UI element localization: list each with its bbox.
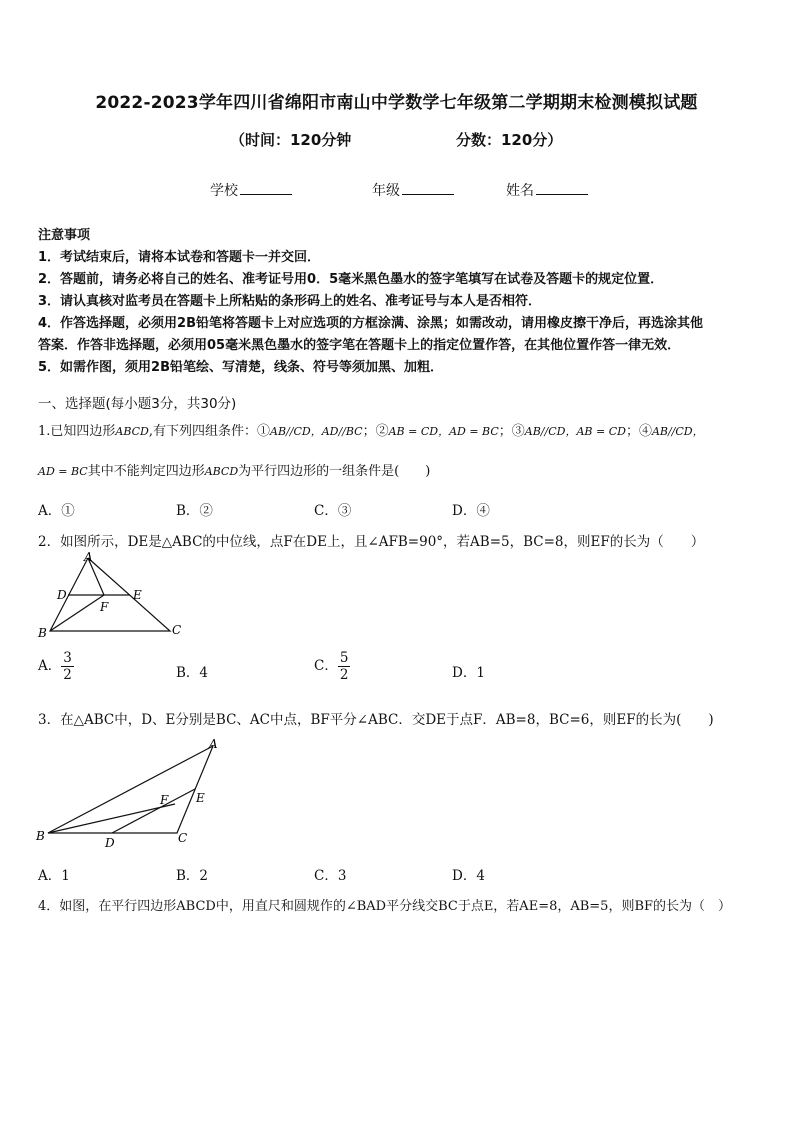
grade-blank: [402, 181, 454, 195]
q1-text: ,有下列四组条件：: [148, 424, 258, 439]
label-c: C: [178, 831, 188, 845]
label-a: A: [84, 550, 93, 564]
notice-item: 答案．作答非选择题，必须用05毫米黑色墨水的签字笔在答题卡上的指定位置作答，在其他位置作答一律无效．: [38, 338, 681, 353]
q1-marker: ；④: [625, 424, 652, 439]
grade-label: 年级: [372, 183, 400, 199]
label-b: B: [36, 829, 45, 843]
section-heading: 一、选择题(每小题3分，共30分): [38, 396, 237, 412]
option-letter: C．: [314, 658, 338, 674]
q1-text: 其中不能判定四边形: [87, 464, 205, 479]
page-title: 2022-2023学年四川省绵阳市南山中学数学七年级第二学期期末检测模拟试题: [95, 93, 698, 113]
question-2-text: 2．如图所示，DE是△ABC的中位线，点F在DE上，且∠AFB=90°，若AB=5，BC=8，则EF的长为（ ）: [38, 534, 705, 550]
label-d: D: [105, 836, 115, 850]
q1-marker: ；③: [498, 424, 525, 439]
q2-option-a: [38, 650, 74, 683]
q1-condition-2: AB = CD，AD = BC: [388, 425, 499, 438]
notice-item: 2．答题前，请务必将自己的姓名、准考证号用0．5毫米黑色墨水的签字笔填写在试卷及答题卡的规定位置．: [38, 272, 664, 287]
label-d: D: [57, 588, 67, 602]
q1-marker: ①: [257, 424, 271, 439]
label-e: E: [133, 588, 142, 602]
q1-marker: ；②: [362, 424, 389, 439]
name-blank: [536, 181, 588, 195]
notice-item: 4．作答选择题，必须用2B铅笔将答题卡上对应选项的方框涂满、涂黑；如需改动，请用橡皮擦干净后，再选涂其他: [38, 316, 704, 331]
score-label: 分数：120分）: [456, 131, 563, 149]
q1-condition-3: AB//CD，AB = CD: [524, 425, 626, 438]
label-a: A: [209, 737, 218, 751]
q1-option-d: D．④: [452, 503, 490, 519]
q2-option-d: D．1: [452, 665, 485, 681]
school-field: [210, 180, 292, 200]
q1-text: 1.已知四边形: [38, 424, 116, 439]
label-f: F: [160, 793, 169, 807]
time-label: （时间：120分钟: [230, 131, 352, 149]
q1-abcd: ABCD: [115, 425, 149, 438]
notice-item: 5．如需作图，须用2B铅笔绘、写清楚，线条、符号等须加黑、加粗．: [38, 360, 443, 375]
fraction-denominator: 2: [63, 667, 72, 683]
q1-condition-4: AB//CD，: [651, 425, 704, 438]
q1-text: 为平行四边形的一组条件是( ): [238, 464, 431, 479]
school-label: 学校: [210, 183, 238, 199]
q3-triangle-figure: [30, 732, 230, 852]
option-letter: A．: [38, 658, 62, 674]
q3-option-b: B．2: [176, 868, 209, 884]
label-e: E: [196, 791, 205, 805]
q1-option-b: B．②: [176, 503, 213, 519]
segment-be: [48, 804, 175, 833]
q3-option-c: C．3: [314, 868, 347, 884]
q3-option-a: A．1: [38, 868, 70, 884]
notice-heading: 注意事项: [38, 228, 91, 243]
fraction: [61, 650, 74, 683]
fraction-denominator: 2: [339, 667, 349, 683]
q2-triangle-figure: [30, 548, 200, 643]
segment-de: [112, 789, 195, 833]
name-label: 姓名: [506, 183, 534, 199]
triangle-abc: [48, 746, 213, 833]
q3-option-d: D．4: [452, 868, 485, 884]
fraction-numerator: 5: [339, 650, 349, 666]
q1-condition-1: AB//CD，AD//BC: [270, 425, 363, 438]
fraction-numerator: 3: [63, 650, 72, 666]
label-c: C: [172, 623, 182, 637]
question-1-line-1: [38, 420, 704, 439]
q1-abcd: ABCD: [204, 465, 239, 478]
question-1-line-2: [38, 460, 430, 479]
q1-condition-4-cont: AD = BC: [38, 465, 88, 478]
question-4-text: 4．如图，在平行四边形ABCD中，用直尺和圆规作的∠BAD平分线交BC于点E，若AE=8，AB=5，则BF的长为（ ）: [38, 899, 732, 914]
q2-option-b: B．4: [176, 665, 209, 681]
label-f: F: [100, 600, 109, 614]
q1-option-a: A．①: [38, 503, 75, 519]
question-3-text: 3．在△ABC中，D、E分别是BC、AC中点，BF平分∠ABC．交DE于点F．AB=8，BC=6，则EF的长为( ): [38, 712, 714, 728]
school-blank: [240, 181, 292, 195]
grade-field: [372, 180, 454, 200]
q1-option-c: C．③: [314, 503, 352, 519]
notice-item: 3．请认真核对监考员在答题卡上所粘贴的条形码上的姓名、准考证号与本人是否相符．: [38, 294, 542, 309]
fraction: [338, 650, 351, 683]
label-b: B: [38, 626, 47, 640]
notice-item: 1．考试结束后，请将本试卷和答题卡一并交回．: [38, 250, 321, 265]
name-field: [506, 180, 588, 200]
q2-option-c: [314, 650, 350, 683]
